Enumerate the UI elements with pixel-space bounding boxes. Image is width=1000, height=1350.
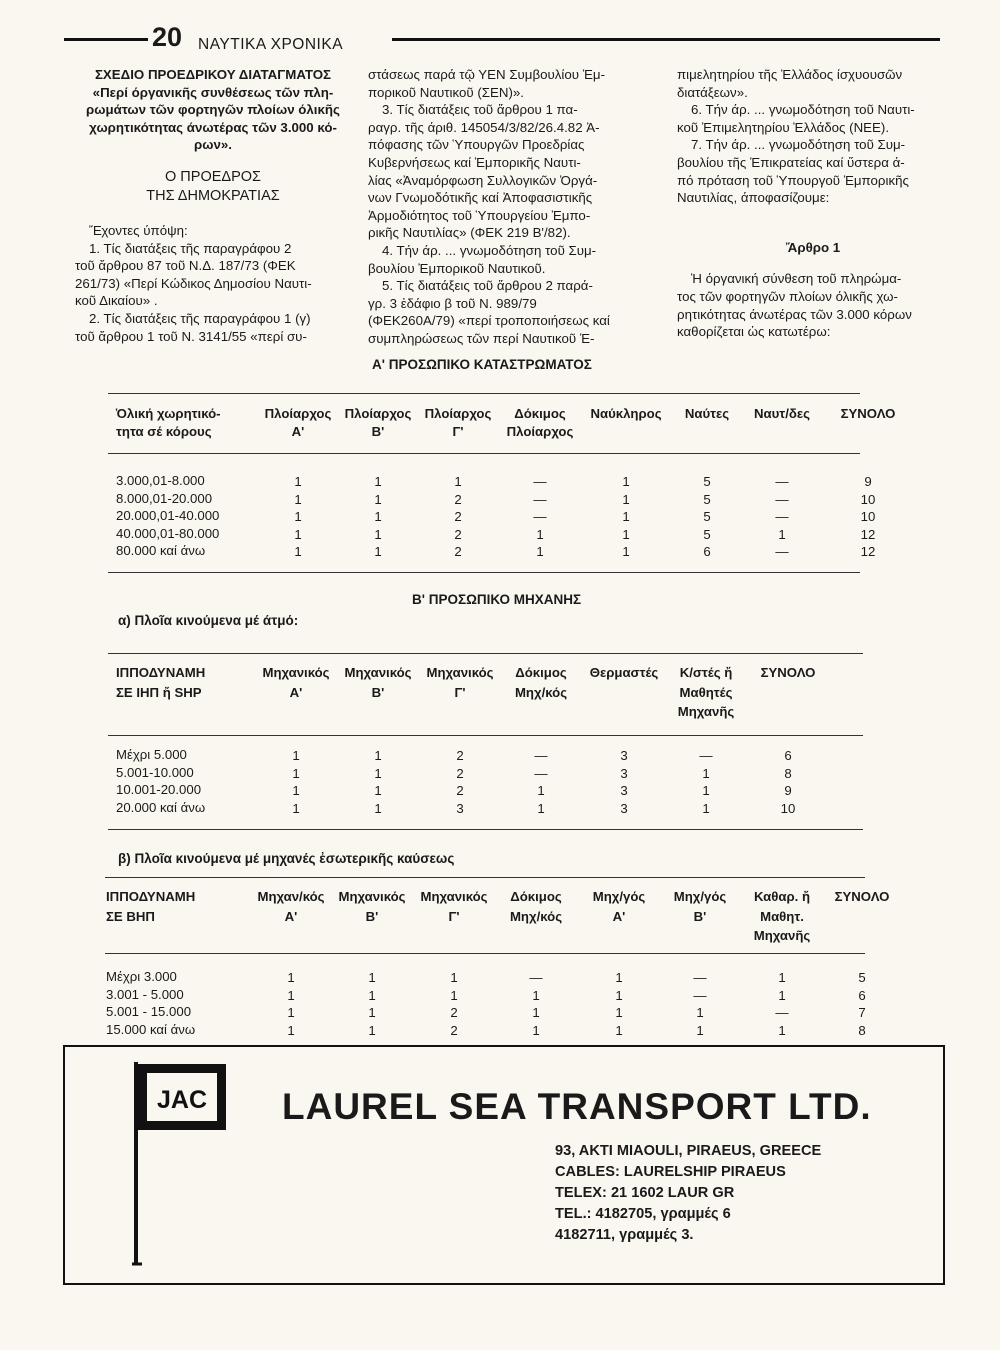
table-cell: — — [775, 509, 789, 524]
table-cell: — — [775, 491, 789, 507]
table-cell: 1 — [368, 1005, 376, 1020]
table-header: Πλοίαρχος — [424, 406, 492, 421]
table-a-header-rule — [108, 453, 860, 454]
table-cell: 1 — [292, 800, 300, 816]
table-b2-top-rule — [105, 877, 865, 878]
table-cell: 1 — [615, 1005, 623, 1020]
table-cell: 1 — [532, 1022, 540, 1038]
president-heading: ΤΗΣ ΔΗΜΟΚΡΑΤΙΑΣ — [146, 187, 280, 204]
publication-title: ΝΑΥΤΙΚΑ ΧΡΟΝΙΚΑ — [198, 36, 344, 53]
paragraph-line: στάσεως παρά τῷ ΥΕΝ Συμβουλίου Ἐμ- — [368, 67, 606, 82]
table-cell: 3 — [456, 800, 464, 816]
table-cell: 1 — [454, 474, 462, 489]
paragraph-line: νων Γνωμοδότικῆς καί Ἀποφασιστικῆς — [368, 190, 593, 206]
table-header: ΙΠΠΟΔΥΝΑΜΗ — [106, 889, 196, 904]
paragraph-line: ρητικότητας άνωτέρας τῶν 3.000 κόρων — [677, 306, 912, 322]
table-header: ΙΠΠΟΔΥΝΑΜΗ — [116, 665, 206, 680]
table-cell: 1 — [374, 748, 382, 763]
table-cell: 1 — [778, 987, 786, 1003]
table-cell: — — [699, 748, 713, 763]
row-label: 5.001 - 15.000 — [106, 1004, 192, 1019]
decree-title-line: ΣΧΕΔΙΟ ΠΡΟΕΔΡΙΚΟΥ ΔΙΑΤΑΓΜΑΤΟΣ — [94, 67, 332, 82]
table-header: Μηχ/κός — [509, 908, 563, 924]
article-title: Ἄρθρο 1 — [785, 239, 841, 255]
table-cell: 1 — [622, 474, 630, 489]
paragraph-line: (ΦΕΚ260Α/79) «περί τροποποιήσεως καί — [368, 313, 610, 329]
table-cell: 1 — [532, 987, 540, 1003]
table-cell: 10 — [860, 509, 876, 524]
table-cell: 1 — [615, 987, 623, 1003]
table-cell: — — [693, 987, 707, 1003]
paragraph-line: 2. Τίς διατάξεις τῆς παραγράφου 1 (γ) — [89, 310, 311, 326]
table-cell: — — [533, 474, 547, 489]
table-cell: 1 — [374, 491, 382, 507]
table-cell: 1 — [702, 800, 710, 816]
row-label: 10.001-20.000 — [116, 782, 202, 797]
table-cell: 1 — [374, 474, 382, 489]
table-cell: 2 — [454, 509, 462, 524]
table-header: Μηχ/κός — [514, 684, 568, 700]
table-cell: 1 — [294, 474, 302, 489]
table-cell: 3 — [620, 783, 628, 798]
table-cell: 6 — [703, 544, 711, 559]
paragraph-line: 3. Τίς διατάξεις τοῦ ἄρθρου 1 πα- — [382, 102, 578, 118]
table-cell: 6 — [784, 748, 792, 763]
steam-ships-subtitle: α) Πλοῖα κινούμενα μέ άτμό: — [118, 613, 299, 628]
table-cell: 1 — [778, 526, 786, 542]
table-cell: 2 — [456, 765, 464, 781]
table-cell: 3 — [620, 765, 628, 781]
table-header: Καθαρ. ἤ — [753, 889, 811, 904]
text-column-2 — [368, 66, 654, 348]
table-header: ΣΕ ΙΗΠ ἤ SHP — [116, 684, 202, 700]
table-cell: 1 — [287, 970, 295, 985]
paragraph-line: τοῦ ἄρθρου 87 τοῦ Ν.Δ. 187/73 (ΦΕΚ — [75, 258, 296, 274]
table-header: Μηχανικός — [338, 889, 406, 904]
table-header: Μηχανικός — [262, 665, 330, 680]
paragraph-line: πό πρόταση τοῦ Ὑπουργοῦ Ἐμπορικῆς — [677, 172, 909, 188]
table-header: ΣΕ ΒΗΠ — [106, 908, 155, 924]
paragraph-line: καθορίζεται ὡς κατωτέρω: — [677, 324, 831, 340]
table-cell: — — [534, 765, 548, 781]
table-header: Πλοίαρχος — [506, 424, 574, 439]
table-cell: 5 — [703, 474, 711, 489]
table-header: Ναυτ/δες — [754, 406, 810, 421]
page-number: 20 — [152, 22, 183, 52]
table-cell: 1 — [536, 526, 544, 542]
table-cell: 1 — [622, 491, 630, 507]
telex-line: TELEX: 21 1602 LAUR GR — [555, 1185, 735, 1201]
table-cell: 1 — [532, 1005, 540, 1020]
paragraph-line: ραγρ. τῆς άριθ. 145054/3/82/26.4.82 Ἀ- — [368, 119, 600, 135]
table-cell: 2 — [454, 491, 462, 507]
paragraph-line: Ἁρμοδιότητος τοῦ Ὑπουργείου Ἐμπο- — [368, 207, 591, 223]
table-cell: 1 — [778, 1022, 786, 1038]
paragraph-line: 7. Τήν άρ. ... γνωμοδότηση τοῦ Συμ- — [691, 137, 906, 153]
table-cell: 1 — [450, 987, 458, 1003]
table-cell: 12 — [860, 526, 876, 542]
table-header: Β' — [365, 908, 379, 924]
table-cell: — — [775, 1005, 789, 1020]
table-cell: — — [775, 544, 789, 559]
table-header: Α' — [289, 684, 303, 700]
table-cell: 2 — [450, 1005, 458, 1020]
table-cell: 1 — [702, 765, 710, 781]
text-column-3 — [677, 66, 949, 341]
table-cell: 1 — [537, 783, 545, 798]
table-cell: 1 — [287, 1005, 295, 1020]
table-cell: 2 — [456, 748, 464, 763]
table-cell: 3 — [620, 800, 628, 816]
paragraph-line: 5. Τίς διατάξεις τοῦ ἄρθρου 2 παρά- — [382, 278, 593, 294]
telephone-line-2: 4182711, γραμμές 3. — [555, 1227, 694, 1243]
table-header: Ναύκληρος — [590, 406, 662, 421]
table-cell: 1 — [702, 783, 710, 798]
row-label: 20.000 καί άνω — [116, 799, 206, 815]
table-cell: 1 — [622, 509, 630, 524]
jac-logo-text: JAC — [156, 1086, 208, 1114]
table-header: Α' — [291, 424, 305, 439]
paragraph-line: κοῦ Δικαίου» . — [75, 293, 158, 309]
table-cell: 2 — [454, 526, 462, 542]
table-cell: 1 — [374, 526, 382, 542]
table-header: Ὁλική χωρητικό- — [116, 406, 221, 421]
table-cell: — — [529, 970, 543, 985]
table-header: Μαθητ. — [760, 908, 804, 924]
table-cell: 2 — [454, 544, 462, 559]
paragraph-line: λίας «Ἀναμόρφωση Συλλογικῶν Ὀργά- — [368, 172, 598, 188]
table-cell: — — [693, 970, 707, 985]
table-cell: 5 — [858, 970, 866, 985]
text-column-1 — [75, 66, 351, 345]
paragraph-line: 4. Τήν άρ. ... γνωμοδότηση τοῦ Συμ- — [382, 242, 597, 258]
row-label: 8.000,01-20.000 — [116, 490, 213, 506]
decree-title-line: χωρητικότητας άνωτέρας τῶν 3.000 κό- — [89, 119, 337, 135]
decree-title-line: ρων». — [194, 137, 232, 153]
table-b1-header-rule — [108, 735, 863, 736]
table-cell: 1 — [294, 526, 302, 542]
table-a-top-rule — [108, 393, 860, 394]
paragraph-line: Ἡ όργανική σύνθεση τοῦ πληρώμα- — [691, 271, 902, 287]
paragraph-line: διατάξεων». — [677, 84, 748, 100]
diesel-ships-subtitle: β) Πλοῖα κινούμενα μέ μηχανές ἐσωτερικῆς καύσεως — [118, 851, 455, 866]
table-header: ΣΥΝΟΛΟ — [840, 406, 896, 421]
row-label: 15.000 καί άνω — [106, 1021, 196, 1037]
address-line: 93, AKTI MIAOULI, PIRAEUS, GREECE — [555, 1143, 822, 1159]
paragraph-line: πιμελητηρίου τῆς Ἑλλάδος ίσχυουσῶν — [677, 67, 903, 82]
table-header: Γ' — [454, 684, 466, 700]
table-cell: 3 — [620, 748, 628, 763]
table-cell: 1 — [294, 509, 302, 524]
paragraph-line: Ναυτιλίας, άποφασίζουμε: — [677, 190, 830, 206]
paragraph-line: πόφασης τῶν Ὑπουργῶν Προεδρίας — [368, 137, 585, 153]
table-cell: 8 — [858, 1022, 866, 1038]
table-b2-header-rule — [105, 953, 865, 954]
paragraph-line: γρ. 3 ἐδάφιο β τοῦ Ν. 989/79 — [368, 295, 537, 311]
paragraph-line: πορικοῦ Ναυτικοῦ (ΣΕΝ)». — [368, 84, 524, 100]
paragraph-line: κοῦ Ἐπιμελητηρίου Ἑλλάδος (ΝΕΕ). — [677, 119, 890, 135]
row-label: 5.001-10.000 — [116, 764, 194, 780]
paragraph-line: 261/73) «Περί Κώδικος Δημοσίου Ναυτι- — [75, 275, 312, 291]
table-cell: — — [775, 474, 789, 489]
table-b1-bottom-rule — [108, 829, 863, 830]
table-cell: 1 — [294, 491, 302, 507]
table-cell: 1 — [374, 800, 382, 816]
table-cell: 1 — [292, 748, 300, 763]
paragraph-line: ρικῆς Ναυτιλίας» (ΦΕΚ 219 Β'/82). — [368, 225, 571, 241]
table-cell: 1 — [537, 800, 545, 816]
table-cell: 1 — [368, 1022, 376, 1038]
table-cell: 1 — [292, 765, 300, 781]
table-cell: 1 — [374, 509, 382, 524]
table-cell: 1 — [287, 987, 295, 1003]
paragraph-line: βουλίου τῆς Ἐπικρατείας καί ὕστερα ά- — [677, 154, 905, 170]
table-cell: 12 — [860, 544, 876, 559]
table-cell: 9 — [784, 783, 792, 798]
jac-flag-logo — [128, 1058, 228, 1268]
table-cell: 1 — [450, 970, 458, 985]
section-a-title: Α' ΠΡΟΣΩΠΙΚΟ ΚΑΤΑΣΤΡΩΜΑΤΟΣ — [372, 357, 592, 372]
table-cell: 1 — [536, 544, 544, 559]
company-name: LAUREL SEA TRANSPORT LTD. — [282, 1086, 872, 1127]
table-cell: 1 — [696, 1005, 704, 1020]
paragraph-line: 1. Τίς διατάξεις τῆς παραγράφου 2 — [89, 240, 292, 256]
table-header: Μηχανικός — [344, 665, 412, 680]
table-header: Α' — [612, 908, 626, 924]
table-cell: — — [533, 509, 547, 524]
table-cell: 2 — [450, 1022, 458, 1038]
telephone-line: TEL.: 4182705, γραμμές 6 — [555, 1206, 731, 1222]
table-cell: 10 — [860, 491, 876, 507]
table-header: τητα σέ κόρους — [116, 424, 212, 439]
row-label: 80.000 καί άνω — [116, 543, 206, 558]
table-cell: — — [534, 748, 548, 763]
row-label: Μέχρι 5.000 — [116, 747, 187, 762]
table-cell: 5 — [703, 526, 711, 542]
president-heading: Ο ΠΡΟΕΔΡΟΣ — [165, 168, 261, 185]
table-a-bottom-rule — [108, 572, 860, 573]
paragraph-line: Ἔχοντες ύπόψη: — [89, 222, 188, 238]
table-cell: 6 — [858, 987, 866, 1003]
table-cell: 7 — [858, 1005, 866, 1020]
table-cell: 5 — [703, 491, 711, 507]
table-cell: 1 — [374, 765, 382, 781]
decree-title-line: «Περί όργανικῆς συνθέσεως τῶν πλη- — [92, 84, 334, 100]
table-cell: 10 — [780, 800, 796, 816]
paragraph-line: 6. Τήν άρ. ... γνωμοδότηση τοῦ Ναυτι- — [691, 102, 915, 118]
table-cell: 1 — [696, 1022, 704, 1038]
paragraph-line: τος τῶν φορτηγῶν πλοίων όλικῆς χω- — [677, 288, 898, 304]
table-cell: 2 — [456, 783, 464, 798]
table-header: Δόκιμος — [510, 889, 562, 904]
table-cell: 5 — [703, 509, 711, 524]
section-b-title: Β' ΠΡΟΣΩΠΙΚΟ ΜΗΧΑΝΗΣ — [412, 592, 582, 607]
table-header: Μηχ/γός — [592, 889, 646, 904]
cables-line: CABLES: LAURELSHIP PIRAEUS — [555, 1164, 786, 1180]
table-b1-top-rule — [108, 653, 863, 654]
paragraph-line: Κυβερνήσεως καί Ἐμπορικῆς Ναυτι- — [368, 154, 581, 170]
table-header: Μηχ/γός — [673, 889, 727, 904]
table-cell: 1 — [615, 1022, 623, 1038]
table-cell: 1 — [287, 1022, 295, 1038]
table-cell: 8 — [784, 765, 792, 781]
table-header: Δόκιμος — [514, 406, 566, 421]
table-cell: 1 — [368, 987, 376, 1003]
decree-title-line: ρωμάτων τῶν φορτηγῶν πλοίων όλικῆς — [86, 102, 340, 118]
table-header: Κ/στές ἤ — [679, 665, 733, 680]
header-rule-left — [64, 38, 148, 41]
table-header: Γ' — [452, 424, 464, 439]
table-header: Πλοίαρχος — [344, 406, 412, 421]
table-cell: 1 — [292, 783, 300, 798]
table-cell: 9 — [864, 474, 872, 489]
table-header: Μηχανικός — [420, 889, 488, 904]
table-header: Β' — [693, 908, 707, 924]
table-header: Γ' — [448, 908, 460, 924]
table-header: ΣΥΝΟΛΟ — [760, 665, 816, 680]
paragraph-line: βουλίου Ἐμπορικοῦ Ναυτικοῦ. — [368, 260, 546, 276]
table-header: Μηχανῆς — [753, 928, 811, 943]
table-cell: 1 — [374, 544, 382, 559]
table-header: Θερμαστές — [589, 665, 659, 680]
table-header: Β' — [371, 684, 385, 700]
table-header: Μηχαν/κός — [257, 889, 325, 904]
table-header: Πλοίαρχος — [264, 406, 332, 421]
table-cell: 1 — [622, 526, 630, 542]
table-cell: 1 — [778, 970, 786, 985]
table-header: Μηχανῆς — [677, 704, 735, 719]
table-header: ΣΥΝΟΛΟ — [834, 889, 890, 904]
row-label: 3.001 - 5.000 — [106, 986, 184, 1002]
table-cell: 1 — [374, 783, 382, 798]
row-label: 40.000,01-80.000 — [116, 525, 220, 541]
table-header: Ναύτες — [684, 406, 730, 421]
paragraph-line: τοῦ ἄρθρου 1 τοῦ Ν. 3141/55 «περί συ- — [75, 328, 307, 344]
table-header: Δόκιμος — [515, 665, 567, 680]
table-cell: 1 — [622, 544, 630, 559]
table-cell: — — [533, 491, 547, 507]
table-header: Μηχανικός — [426, 665, 494, 680]
table-cell: 1 — [294, 544, 302, 559]
table-header: Μαθητές — [679, 684, 733, 700]
table-header: Α' — [284, 908, 298, 924]
table-cell: 1 — [615, 970, 623, 985]
row-label: 3.000,01-8.000 — [116, 473, 205, 488]
row-label: Μέχρι 3.000 — [106, 969, 177, 984]
paragraph-line: συμπληρώσεως τῶν περί Ναυτικοῦ Ἐ- — [368, 330, 595, 346]
table-cell: 1 — [368, 970, 376, 985]
table-header: Β' — [371, 424, 385, 439]
row-label: 20.000,01-40.000 — [116, 508, 220, 523]
header-rule-right — [392, 38, 940, 41]
